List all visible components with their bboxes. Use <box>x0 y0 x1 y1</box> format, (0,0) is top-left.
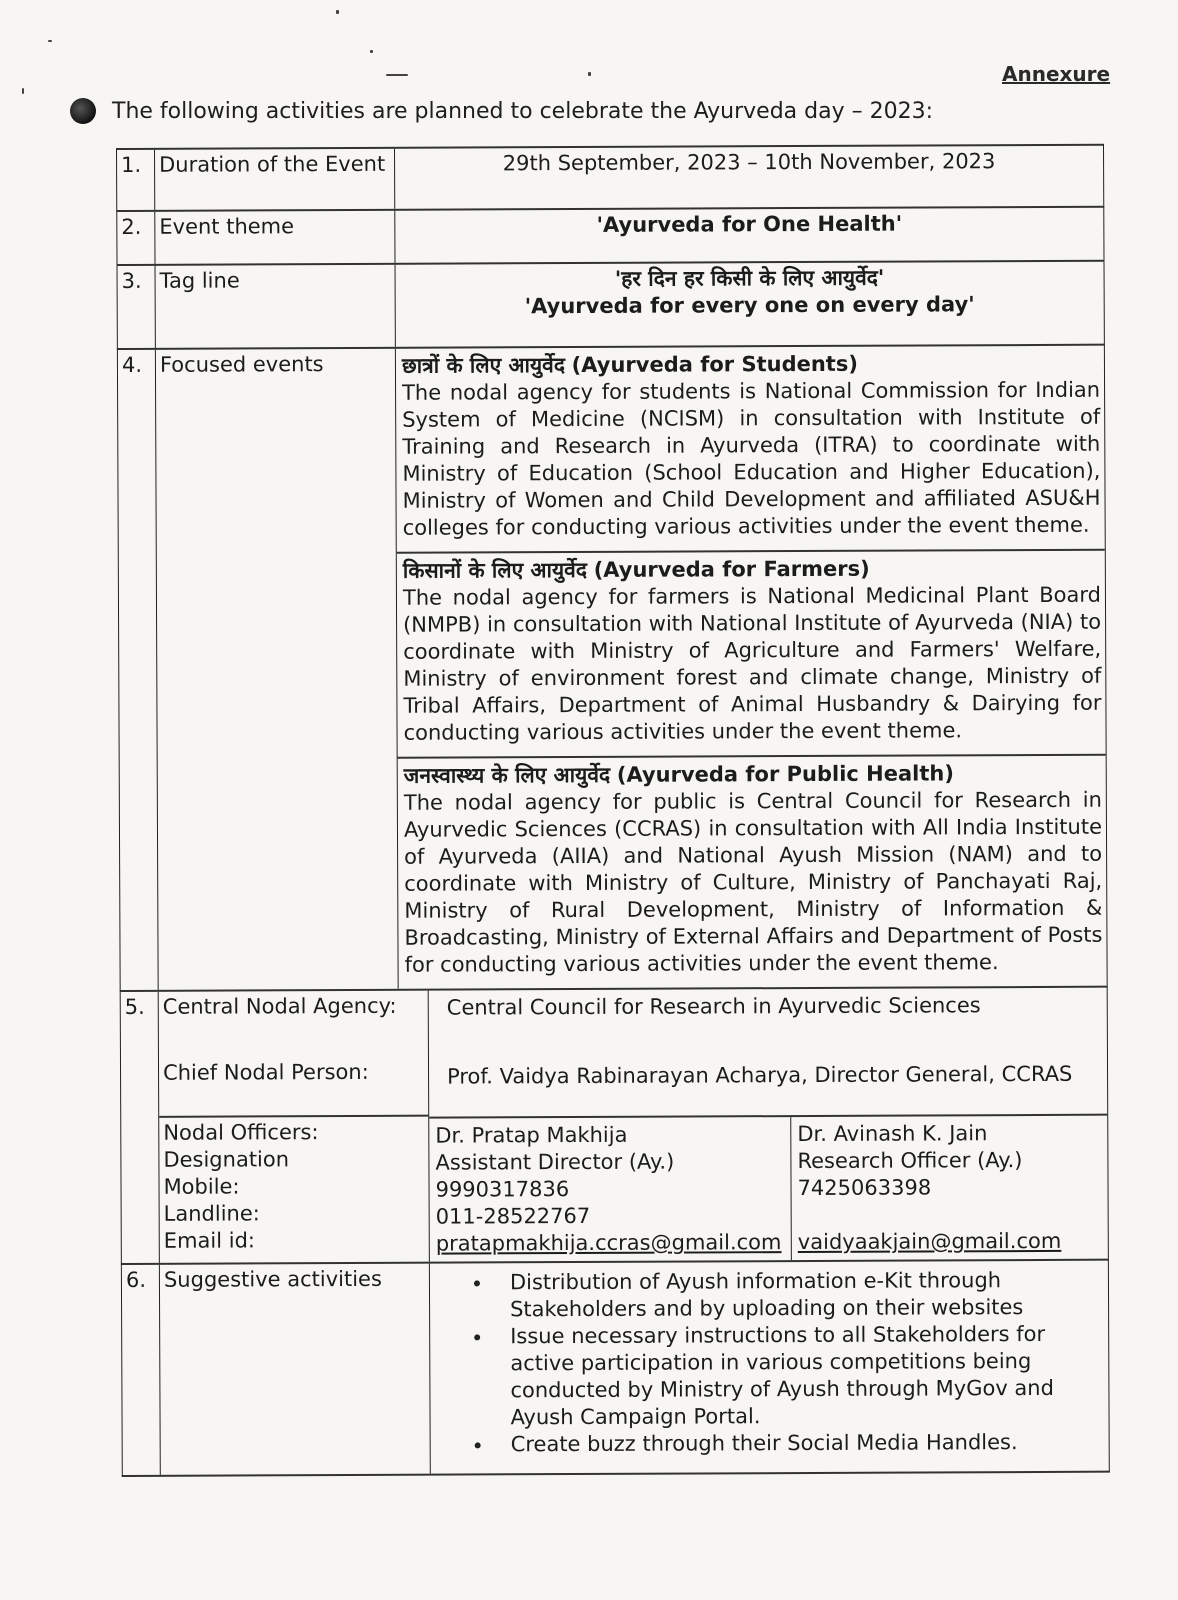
label-mobile: Mobile: <box>163 1174 240 1199</box>
scan-speck <box>336 10 339 14</box>
event-title-hindi: किसानों के लिए आयुर्वेद <box>402 557 588 583</box>
officer-card <box>429 1117 792 1262</box>
officer-email-link[interactable]: pratapmakhija.ccras@gmail.com <box>435 1230 782 1256</box>
row-label: Suggestive activities <box>160 1264 431 1475</box>
activities-table <box>116 144 1110 1477</box>
scan-speck <box>386 74 408 76</box>
list-item: Issue necessary instructions to all Stakeholders for active participation in various competitions being conducted by Ministry of Ayush through MyGov and Ayush Campaign Portal. <box>474 1321 1096 1432</box>
row-number: 4. <box>118 350 159 990</box>
event-students <box>396 346 1105 552</box>
theme-value: 'Ayurveda for One Health' <box>596 211 903 237</box>
officer-mobile: 9990317836 <box>435 1177 570 1202</box>
duration-value: 29th September, 2023 – 10th November, 2023 <box>502 149 996 176</box>
nodal-top-labels <box>159 991 429 1116</box>
event-title: (Ayurveda for Students) <box>571 351 858 378</box>
focused-events-cell <box>396 346 1107 989</box>
row-number: 3. <box>118 266 156 348</box>
event-title: (Ayurveda for Farmers) <box>593 556 870 582</box>
officers-grid <box>429 1114 1108 1262</box>
intro-text: The following activities are planned to celebrate the Ayurveda day – 2023: <box>112 98 934 124</box>
row-number: 6. <box>122 1265 161 1475</box>
officer-email-link[interactable]: vaidyaakjain@gmail.com <box>797 1228 1062 1255</box>
event-body: The nodal agency for farmers is National Medicinal Plant Board (NMPB) in consultation with National Institute of Ayurveda (NIA) to coordinate with Ministry of Agriculture and Farmers' Welfare, Ministry of environment forest and climate change, Ministry of Tribal Affairs, Department of Animal Husbandry & Dairying for conducting various activities under the event theme. <box>402 582 1102 745</box>
row-label: Focused events <box>156 349 399 990</box>
event-public-health <box>398 754 1107 989</box>
intro-line <box>70 98 933 124</box>
bullet-icon <box>70 98 96 124</box>
event-title-hindi: छात्रों के लिए आयुर्वेद <box>401 353 566 378</box>
tagline-english: 'Ayurveda for every one on every day' <box>524 292 975 319</box>
officer-designation: Assistant Director (Ay.) <box>435 1149 675 1175</box>
table-row-activities <box>121 1259 1110 1477</box>
row-number: 2. <box>117 212 155 264</box>
list-item: Create buzz through their Social Media Handles. <box>475 1429 1097 1459</box>
officer-field-labels <box>159 1115 429 1257</box>
table-row-duration <box>116 144 1104 210</box>
list-item: Distribution of Ayush information e-Kit through Stakeholders and by uploading on their websites <box>474 1267 1096 1324</box>
nodal-values <box>429 988 1108 1262</box>
label-nodal-officers: Nodal Officers: <box>163 1120 319 1145</box>
scan-speck <box>22 88 24 94</box>
central-agency-label: Central Nodal Agency: <box>162 993 397 1019</box>
nodal-labels <box>159 991 430 1263</box>
table-row-theme <box>116 206 1104 264</box>
officer-landline: 011-28522767 <box>435 1203 591 1229</box>
event-farmers <box>397 549 1106 757</box>
label-designation: Designation <box>163 1147 290 1172</box>
table-row-focused-events <box>117 344 1108 990</box>
row-label: Event theme <box>155 211 395 264</box>
annexure-label: Annexure <box>1002 62 1111 86</box>
row-label: Tag line <box>156 265 396 348</box>
table-row-nodal <box>120 986 1109 1263</box>
chief-person-value: Prof. Vaidya Rabinarayan Acharya, Director General, CCRAS <box>447 1061 1073 1089</box>
scan-speck <box>588 72 591 76</box>
tagline-value <box>396 262 1104 347</box>
event-body: The nodal agency for students is National Commission for Indian System of Medicine (NCISM) in consultation with Institute of Training and Research in Ayurveda (ITRA) to coordinate with Ministry of Education (School Education and Higher Education), Ministry of Women and Child Development and affiliated ASU&H colleges for conducting various activities under the event theme. <box>402 377 1101 540</box>
activities-cell <box>430 1261 1109 1474</box>
label-email: Email id: <box>163 1228 256 1253</box>
officer-card <box>791 1116 1108 1260</box>
officer-mobile: 7425063398 <box>797 1175 932 1201</box>
label-landline: Landline: <box>163 1201 260 1226</box>
chief-person-label: Chief Nodal Person: <box>162 1059 369 1085</box>
officer-name: Dr. Avinash K. Jain <box>797 1121 988 1147</box>
officer-designation: Research Officer (Ay.) <box>797 1148 1023 1174</box>
row-number: 5. <box>121 992 160 1263</box>
nodal-top-values <box>429 988 1108 1117</box>
scan-speck <box>48 40 52 42</box>
central-agency-value: Central Council for Research in Ayurvedic Sciences <box>446 993 981 1020</box>
activities-list <box>434 1263 1105 1459</box>
row-label: Duration of the Event <box>155 149 395 210</box>
officer-name: Dr. Pratap Makhija <box>435 1122 628 1148</box>
tagline-hindi: 'हर दिन हर किसी के लिए आयुर्वेद' <box>614 265 885 291</box>
scan-speck <box>370 50 373 53</box>
row-number: 1. <box>117 150 155 210</box>
table-row-tagline <box>117 260 1105 348</box>
event-title-hindi: जनस्वास्थ्य के लिए आयुर्वेद <box>403 762 611 788</box>
event-title: (Ayurveda for Public Health) <box>616 761 954 787</box>
officer-landline <box>798 1201 1102 1229</box>
event-body: The nodal agency for public is Central Council for Research in Ayurvedic Sciences (CCRAS) in consultation with All India Institute of Ayurveda (AIIA) and National Ayush Mission (NAM) and to coordinate with Ministry of Culture, Ministry of Panchayati Raj, Ministry of Rural Development, Ministry of Information & Broadcasting, Ministry of External Affairs and Department of Posts for conducting various activities under the event theme. <box>403 787 1103 977</box>
